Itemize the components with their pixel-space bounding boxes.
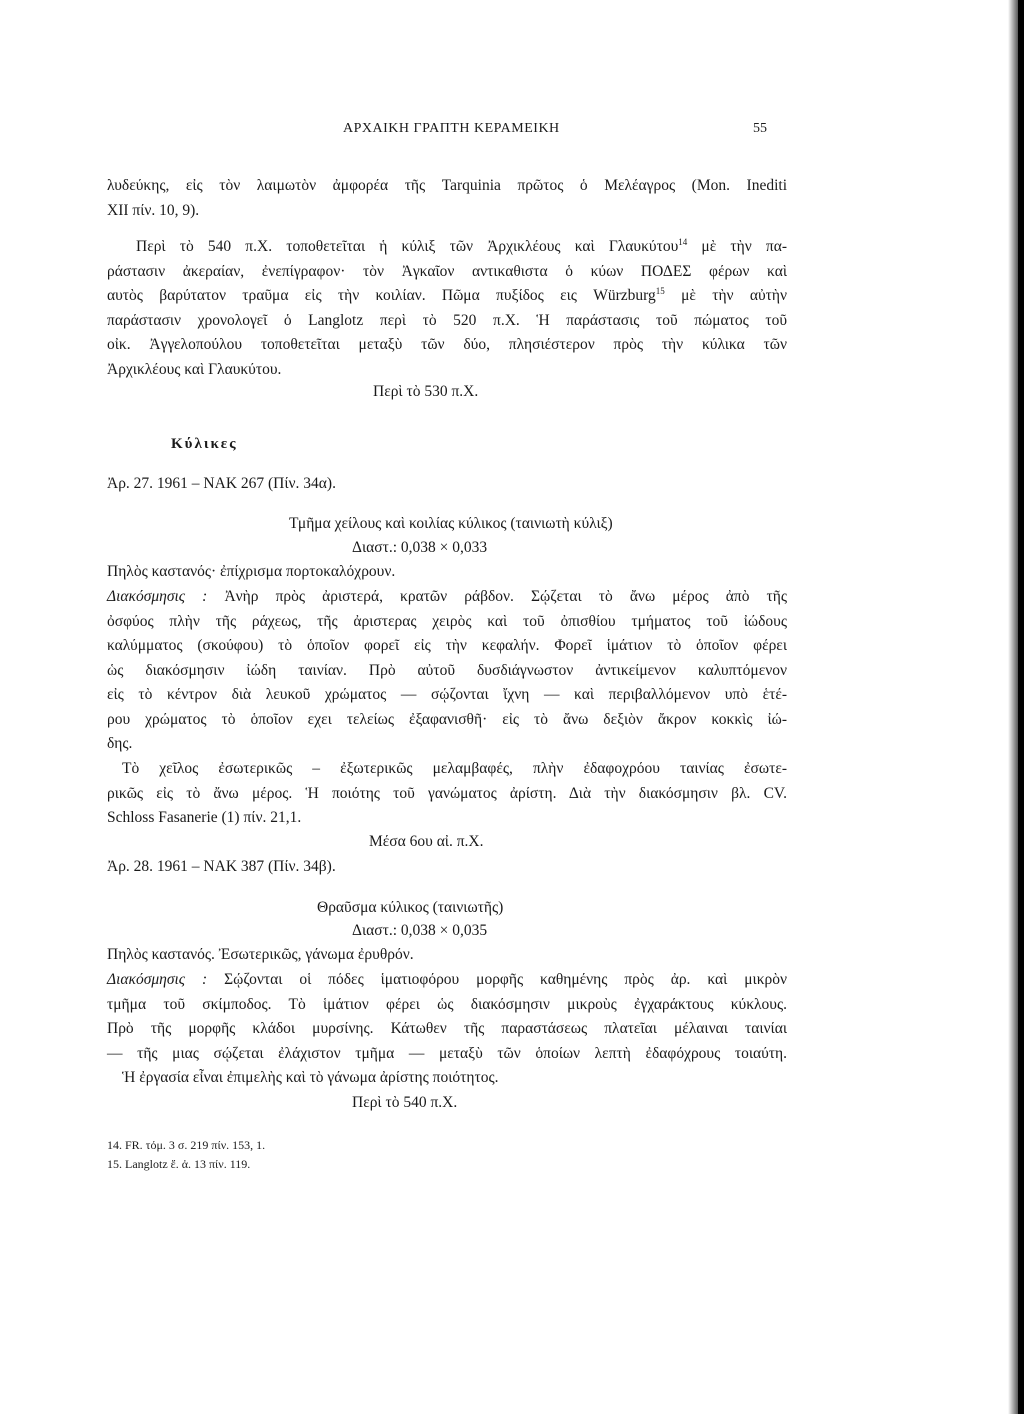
- text-line: [107, 235, 787, 260]
- entry-title-27: Τμῆμα χείλους καὶ κοιλίας κύλικος (ταινιωτὴ κύλιξ): [289, 515, 613, 532]
- entry-clay-27: Πηλὸς καστανός· ἐπίχρισμα πορτοκαλόχρουν.: [107, 563, 396, 580]
- footnote-14: 14. FR. τόμ. 3 σ. 219 πίν. 153, 1.: [107, 1138, 266, 1152]
- text-line: Ἡ ἐργασία εἶναι ἐπιμελὴς καὶ τὸ γάνωμα ἀρίστης ποιότητος.: [122, 1069, 499, 1086]
- text-span: μὲ τὴν πα-: [701, 238, 787, 255]
- text-line: δης.: [107, 735, 133, 752]
- text-span: Περὶ τὸ 540 π.Χ. τοποθετεῖται ἡ κύλιξ τῶν Ἀρχικλέους καὶ Γλαυκύτου: [136, 238, 679, 255]
- text-span: Σῴζονται οἱ πόδες ἱματιοφόρου μορφῆς καθημένης πρὸς ἀρ. καὶ μικρὸν: [224, 971, 788, 988]
- entry-decoration-27: [107, 585, 787, 757]
- text-line: οἰκ. Ἀγγελοπούλου τοποθετεῖται μεταξὺ τῶν δύο, πλησιέστερον πρὸς τὴν κύλικα τῶν: [107, 336, 787, 353]
- text-span: Ἀνὴρ πρὸς ἀριστερά, κρατῶν ράβδον. Σῴζεται τὸ ἄνω μέρος ἀπὸ τῆς: [224, 588, 788, 605]
- entry-date-27: Μέσα 6ου αἰ. π.Χ.: [369, 833, 484, 850]
- running-title: ΑΡΧΑΙΚΗ ΓΡΑΠΤΗ ΚΕΡΑΜΕΙΚΗ: [343, 121, 560, 136]
- text-line: — τῆς μιας σῴζεται ἐλάχιστον τμῆμα — μεταξὺ τῶν ὁποίων λεπτὴ ἐδαφόχρους τοιαύτη.: [107, 1044, 787, 1062]
- section-title: Κύλικες: [171, 436, 238, 452]
- text-line: ρου χρώματος τὸ ὁποῖον εχει τελείως ἐξαφανισθῆ· εἰς τὸ ἄνω δεξιὸν ἄκρον κοκκὶς ἰώ-: [107, 710, 787, 728]
- text-line: εἰς τὸ κέντρον διὰ λευκοῦ χρώματος — σῴζονται ἴχνη — καὶ περιβαλλόμενον υπὸ ἑτέ-: [107, 686, 787, 703]
- date-line: Περὶ τὸ 530 π.Χ.: [373, 383, 479, 400]
- text-line: XII πίν. 10, 9).: [107, 201, 200, 219]
- footnote-ref-14: 14: [678, 237, 688, 247]
- entry-lip-27: [107, 757, 787, 831]
- text-span: αυτὸς βαρύτατον τραῦμα εἰς τὴν κοιλίαν. Πῶμα πυξίδος εις Würzburg: [107, 287, 656, 304]
- text-line: ράστασιν ἀκεραίαν, ἐνεπίγραφον· τὸν Ἀγκαῖον αντικαθιστα ὁ κύων ΠΟΔΕΣ φέρων καὶ: [107, 262, 787, 280]
- page-number: 55: [753, 121, 767, 136]
- entry-dims-28: Διαστ.: 0,038 × 0,035: [352, 922, 488, 939]
- text-line: [107, 968, 787, 993]
- page-edge: [1018, 0, 1024, 1414]
- entry-clay-28: Πηλὸς καστανός. Ἐσωτερικῶς, γάνωμα ἐρυθρόν.: [107, 946, 414, 963]
- text-line: Τὸ χεῖλος ἐσωτερικῶς – ἐξωτερικῶς μελαμβαφές, πλὴν ἐδαφοχρόου ταινίας ἐσωτε-: [122, 760, 787, 777]
- text-line: Πρὸ τῆς μορφῆς κλάδοι μυρσίνης. Κάτωθεν τῆς παραστάσεως πλατεῖαι μέλαιναι ταινίαι: [107, 1020, 787, 1037]
- text-line: Schloss Fasanerie (1) πίν. 21,1.: [107, 809, 302, 826]
- entry-decoration-28: [107, 968, 787, 1091]
- text-line: παράστασιν χρονολογεῖ ὁ Langlotz περὶ τὸ 520 π.Χ. Ἡ παράστασις τοῦ πώματος τοῦ: [107, 311, 787, 329]
- entry-title-28: Θραῦσμα κύλικος (ταινιωτῆς): [317, 899, 504, 916]
- footnote-ref-15: 15: [655, 286, 665, 296]
- intro-paragraph-2: [107, 235, 787, 382]
- text-line: ὀσφύος πλὴν τῆς ράχεως, τῆς ἀριστερας χειρὸς καὶ τοῦ ὀπισθίου τμήματος τοῦ ἰώδους: [107, 612, 787, 630]
- text-line: Ἀρχικλέους καὶ Γλαυκύτου.: [107, 360, 282, 378]
- footnote-15: 15. Langlotz ἔ. ἀ. 13 πίν. 119.: [107, 1157, 251, 1171]
- entry-dims-27: Διαστ.: 0,038 × 0,033: [352, 539, 488, 556]
- intro-paragraph: [107, 174, 787, 223]
- entry-heading-28: Ἀρ. 28. 1961 – ΝΑΚ 387 (Πίν. 34β).: [107, 858, 336, 875]
- text-line: ὡς διακόσμησιν ἰώδη ταινίαν. Πρὸ αὐτοῦ δυσδιάγνωστον ἀντικείμενον καλυπτόμενον: [107, 661, 787, 679]
- entry-heading-27: Ἀρ. 27. 1961 – ΝΑΚ 267 (Πίν. 34α).: [107, 475, 336, 492]
- text-line: [107, 284, 787, 309]
- text-line: ρικῶς εἰς τὸ ἄνω μέρος. Ἡ ποιότης τοῦ γανώματος ἀρίστη. Διὰ τὴν διακόσμησιν βλ. CV.: [107, 784, 787, 802]
- entry-date-28: Περὶ τὸ 540 π.Χ.: [352, 1094, 458, 1111]
- text-line: τμῆμα τοῦ σκίμποδος. Τὸ ἱμάτιον φέρει ὡς διακόσμησιν μικροὺς ἐγχαράκτους κύκλους.: [107, 995, 787, 1013]
- text-line: λυδεύκης, εἰς τὸν λαιμωτὸν ἀμφορέα τῆς Tarquinia πρῶτος ὁ Μελέαγρος (Mon. Inediti: [107, 177, 787, 194]
- text-line: καλύμματος (σκούφου) τὸ ὁποῖον φορεῖ εἰς τὴν κεφαλήν. Φορεῖ ἱμάτιον τὸ ὁποῖον φέρει: [107, 637, 787, 654]
- text-line: [107, 585, 787, 610]
- page-edge-shadow: [1008, 0, 1018, 1414]
- text-span: μὲ τὴν αὐτὴν: [681, 287, 787, 304]
- decoration-label: Διακόσμησις :: [107, 971, 208, 988]
- decoration-label: Διακόσμησις :: [107, 588, 208, 605]
